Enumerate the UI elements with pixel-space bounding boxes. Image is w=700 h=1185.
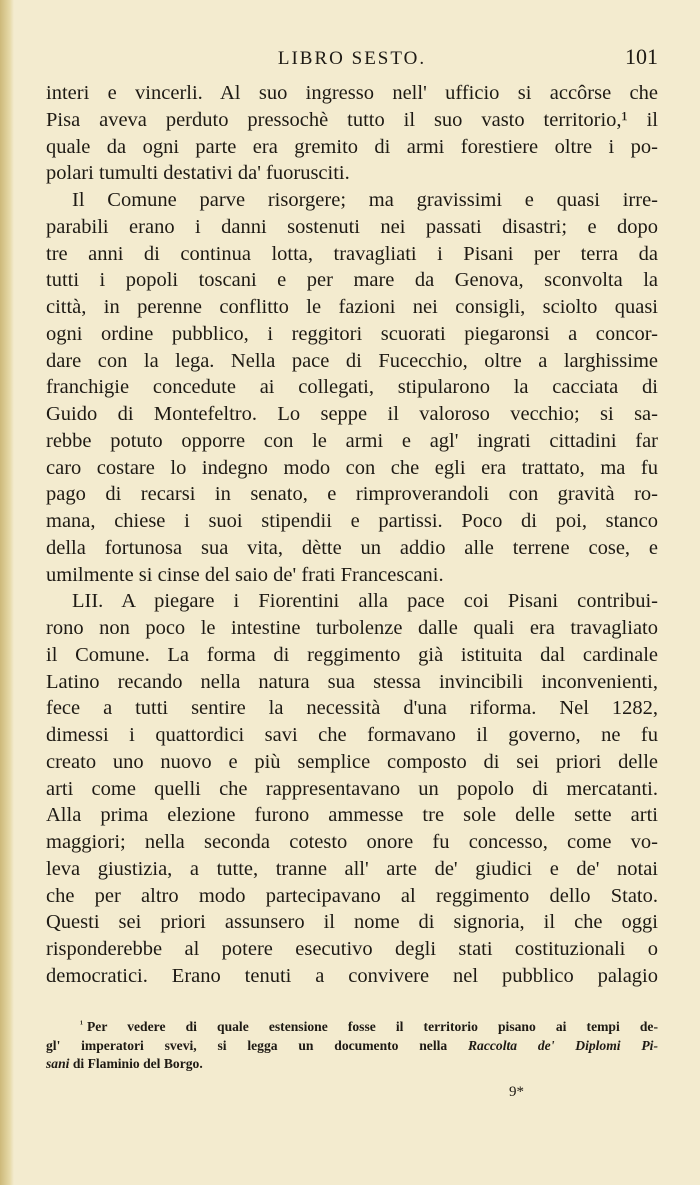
text-line: Alla prima elezione furono ammesse tre sole delle sette arti [46, 804, 658, 827]
text-line: LII. A piegare i Fiorentini alla pace coi Pisani contribui- [72, 590, 658, 613]
text-line: Latino recando nella natura sua stessa invincibili inconvenienti, [46, 670, 658, 693]
text-line: della fortunosa sua vita, dètte un addio alle terrene cose, e [46, 536, 658, 559]
footnote-line [46, 1016, 658, 1037]
body-text [46, 80, 658, 990]
text-line: pago di recarsi in senato, e rimproverandoli con gravità ro- [46, 483, 658, 506]
text-line: tre anni di continua lotta, travagliati i Pisani per terra da [46, 242, 658, 265]
page-binding-edge [0, 0, 14, 1185]
text-line: interi e vincerli. Al suo ingresso nell' ufficio si accôrse che [46, 82, 658, 104]
footnote-text: gl' imperatori svevi, si legga un documento nella [46, 1037, 468, 1053]
text-line: il Comune. La forma di reggimento già istituita dal cardinale [46, 643, 658, 666]
footnote-line [46, 1055, 658, 1074]
text-line: Questi sei priori assunsero il nome di signoria, il che oggi [46, 911, 658, 934]
text-line: rono non poco le intestine turbolenze dalle quali era travagliato [46, 617, 658, 639]
text-line: quale da ogni parte era gremito di armi forestiere oltre i po- [46, 135, 658, 158]
text-line: che per altro modo partecipavano al reggimento dello Stato. [46, 884, 658, 907]
footnote-italic-title: Raccolta de' Diplomi Pi- [467, 1037, 658, 1053]
text-line: franchigie concedute ai collegati, stipularono la cacciata di [46, 376, 658, 399]
text-line: risponderebbe al potere esecutivo degli stati costituzionali o [46, 938, 658, 960]
text-line: Il Comune parve risorgere; ma gravissimi e quasi irre- [72, 189, 658, 211]
text-line: tutti i popoli toscani e per mare da Genova, sconvolta la [46, 269, 658, 292]
text-line: polari tumulti destativi da' fuorusciti. [46, 162, 350, 185]
text-line: rebbe potuto opporre con le armi e agl' ingrati cittadini far [46, 429, 658, 452]
text-line: democratici. Erano tenuti a convivere nel pubblico palagio [46, 964, 658, 987]
footnote-italic-title: sani [46, 1056, 70, 1071]
footnote-text: Per vedere di quale estensione fosse il territorio pisano ai tempi de- [87, 1019, 658, 1034]
text-line: dimessi i quattordici savi che formavano il governo, ne fu [46, 724, 658, 746]
text-line: Guido di Montefeltro. Lo seppe il valoroso vecchio; si sa- [46, 403, 658, 425]
text-line: maggiori; nella seconda cotesto onore fu concesso, come vo- [46, 831, 658, 853]
running-head-title: LIBRO SESTO. [277, 48, 427, 69]
text-line: città, in perenne conflitto le fazioni nei consigli, sciolto quasi [46, 296, 658, 318]
text-line: parabili erano i danni sostenuti nei passati disastri; e dopo [46, 215, 658, 238]
signature-mark: 9* [509, 1084, 524, 1100]
running-head [46, 44, 658, 74]
text-line: Pisa aveva perduto pressochè tutto il suo vasto territorio,¹ il [46, 108, 658, 131]
text-line: fece a tutti sentire la necessità d'una riforma. Nel 1282, [46, 697, 658, 720]
page-number: 101 [625, 44, 658, 69]
text-line: ogni ordine pubblico, i reggitori scuorati piegaronsi a concor- [46, 322, 658, 345]
text-line: umilmente si cinse del saio de' frati Francescani. [46, 563, 444, 586]
footnote [46, 1016, 658, 1074]
footnote-text: di Flaminio del Borgo. [69, 1056, 203, 1071]
text-line: mana, chiese i suoi stipendii e partissi. Poco di poi, stanco [46, 510, 658, 532]
text-line: caro costare lo indegno modo con che egli era trattato, ma fu [46, 456, 658, 479]
text-line: creato uno nuovo e più semplice composto di sei priori delle [46, 750, 658, 773]
text-line: dare con la lega. Nella pace di Fucecchio, oltre a larghissime [46, 349, 658, 372]
footnote-line [46, 1037, 658, 1056]
text-line: leva giustizia, a tutte, tranne all' arte de' giudici e de' notai [46, 857, 658, 880]
text-line: arti come quelli che rappresentavano un popolo di mercatanti. [46, 777, 658, 800]
footnote-marker: ¹ [80, 1019, 83, 1030]
book-page [46, 0, 658, 1185]
